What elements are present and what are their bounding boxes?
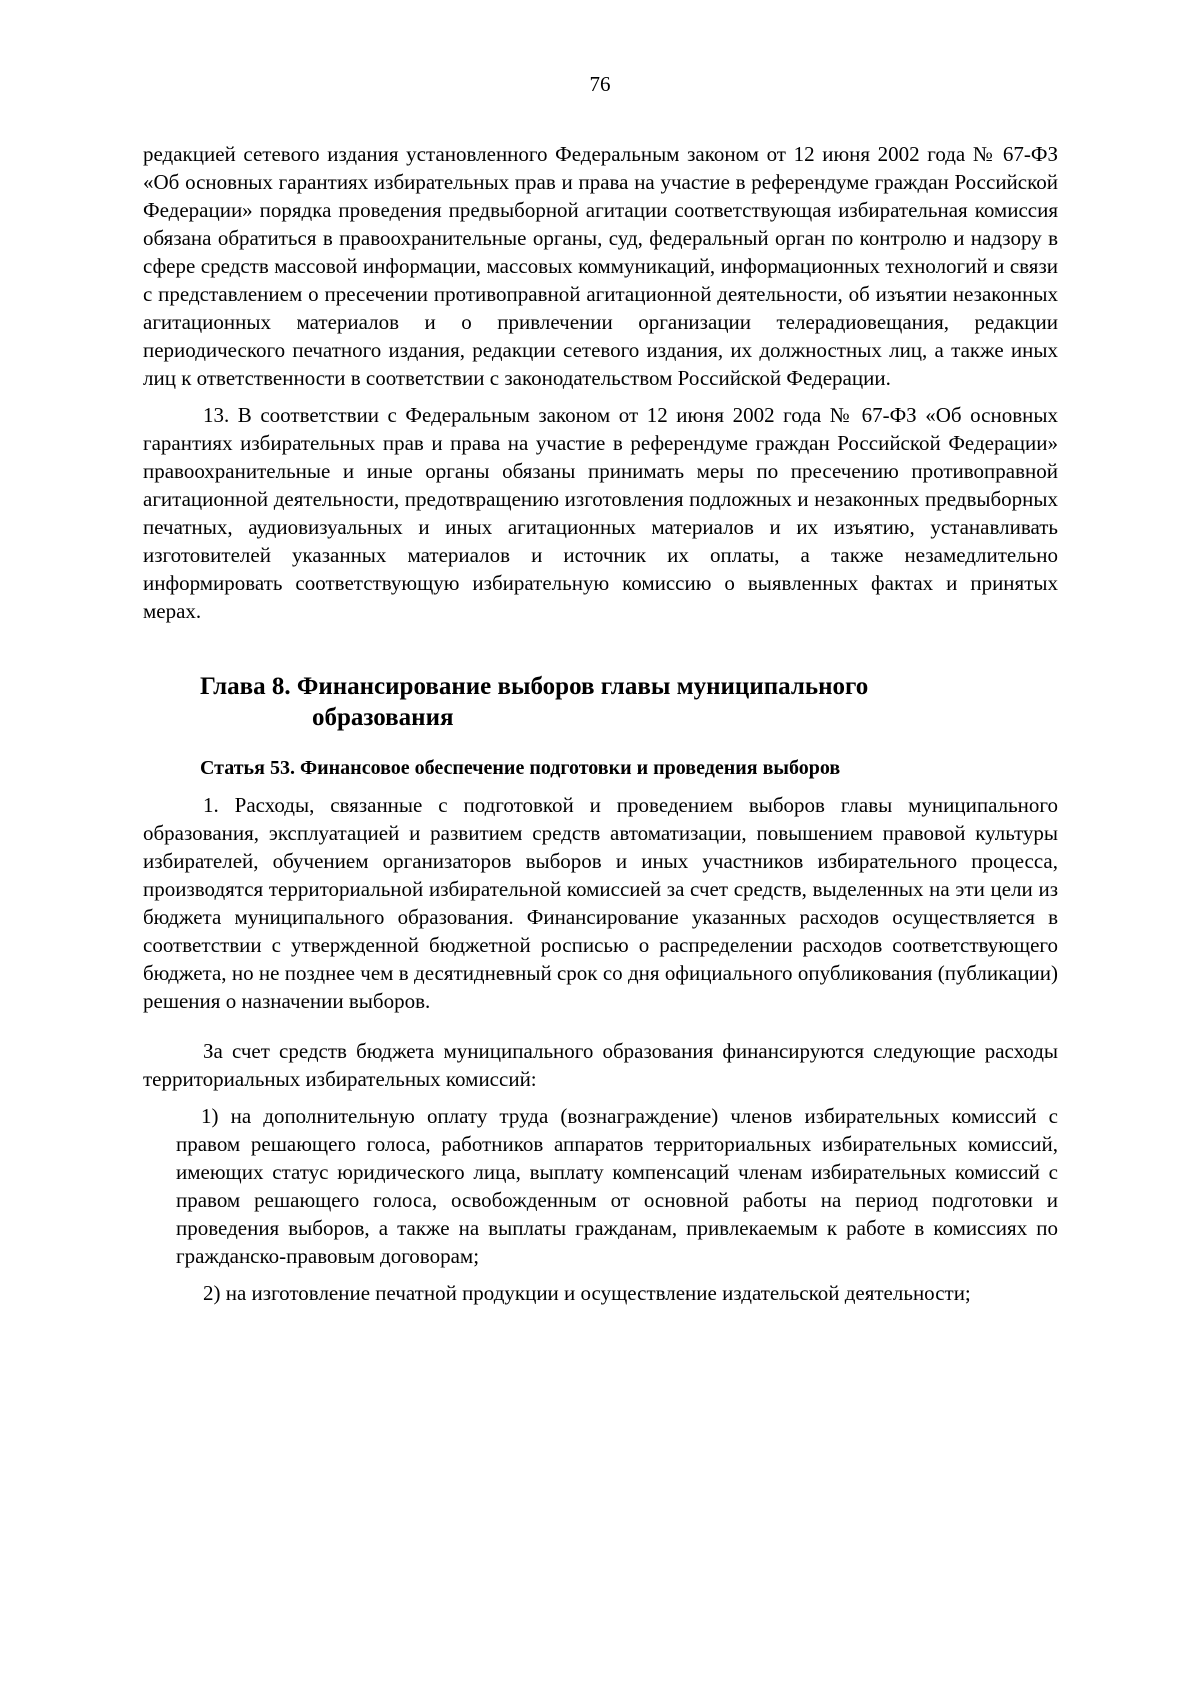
article-paragraph-1: 1. Расходы, связанные с подготовкой и проведением выборов главы муниципального образования, эксплуатацией и развитием средств автоматизации, повышением правовой культуры избирателей, обучением организаторов выборов и иных участников избирательного процесса, производятся территориальной избирательной комиссией за счет средств, выделенных на эти цели из бюджета муниципального образования. Финансирование указанных расходов осуществляется в соответствии с утвержденной бюджетной росписью о распределении расходов соответствующего бюджета, но не позднее чем в десятидневный срок со дня официального опубликования (публикации) решения о назначении выборов. <box>143 793 1058 1013</box>
chapter-title-line2: образования <box>312 704 454 731</box>
paragraph-continuation: редакцией сетевого издания установленного Федеральным законом от 12 июня 2002 года № 67-ФЗ «Об основных гарантиях избирательных прав и права на участие в референдуме граждан Российской Федерации» порядка проведения предвыборной агитации соответствующая избирательная комиссия обязана обратиться в правоохранительные органы, суд, федеральный орган по контролю и надзору в сфере средств массовой информации, массовых коммуникаций, информационных технологий и связи с представлением о пресечении противоправной агитационной деятельности, об изъятии незаконных агитационных материалов и о привлечении организации телерадиовещания, редакции периодического печатного издания, редакции сетевого издания, их должностных лиц, а также иных лиц к ответственности в соответствии с законодательством Российской Федерации. <box>143 142 1058 390</box>
list-item-2: 2) на изготовление печатной продукции и осуществление издательской деятельности; <box>203 1281 971 1305</box>
paragraph-13: 13. В соответствии с Федеральным законом от 12 июня 2002 года № 67-ФЗ «Об основных гарантиях избирательных прав и права на участие в референдуме граждан Российской Федерации» правоохранительные и иные органы обязаны принимать меры по пресечению противоправной агитационной деятельности, предотвращению изготовления подложных и незаконных предвыборных печатных, аудиовизуальных и иных агитационных материалов и их изъятию, устанавливать изготовителей указанных материалов и источник их оплаты, а также незамедлительно информировать соответствующую избирательную комиссию о выявленных фактах и принятых мерах. <box>143 403 1058 623</box>
list-item-1: 1) на дополнительную оплату труда (вознаграждение) членов избирательных комиссий с правом решающего голоса, работников аппаратов территориальных избирательных комиссий, имеющих статус юридического лица, выплату компенсаций членам избирательных комиссий с правом решающего голоса, освобожденным от основной работы на период подготовки и проведения выборов, а также на выплаты гражданам, привлекаемым к работе в комиссиях по гражданско-правовым договорам; <box>176 1104 1058 1268</box>
article-paragraph-2: За счет средств бюджета муниципального образования финансируются следующие расходы территориальных избирательных комиссий: <box>143 1039 1058 1091</box>
document-body <box>143 140 1058 1307</box>
chapter-title <box>200 671 980 733</box>
chapter-title-line1: Глава 8. Финансирование выборов главы муниципального <box>200 673 869 700</box>
article-title: Статья 53. Финансовое обеспечение подготовки и проведения выборов <box>200 757 841 779</box>
page-number: 76 <box>589 72 611 96</box>
